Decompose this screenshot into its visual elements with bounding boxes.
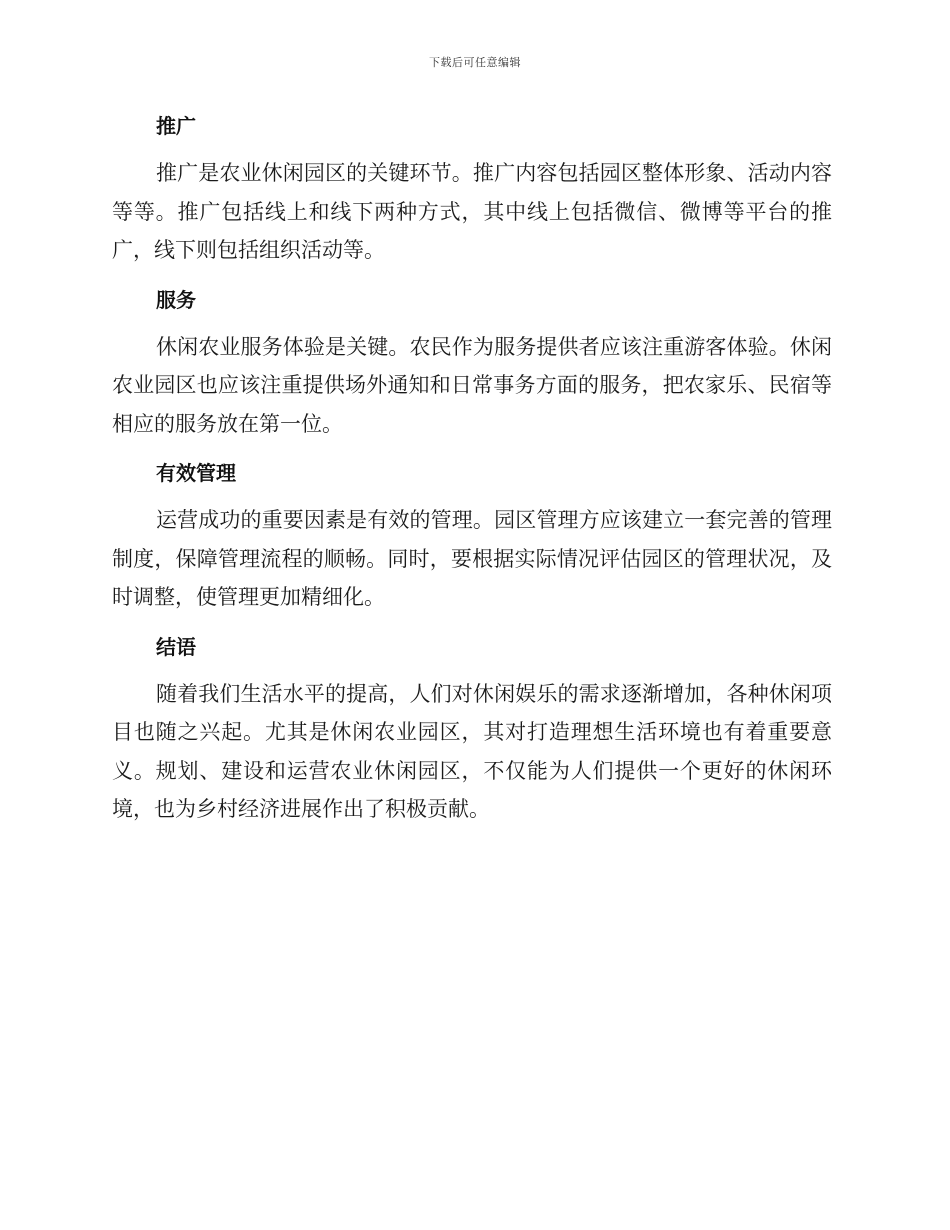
section-heading: 有效管理 [156, 461, 236, 485]
page-header: 下载后可任意编辑 [429, 56, 521, 69]
section-heading: 服务 [156, 287, 196, 312]
section-heading: 推广 [156, 114, 196, 138]
section-management [112, 453, 832, 617]
section-promotion [112, 106, 832, 270]
section-paragraph: 休闲农业服务体验是关键。农民作为服务提供者应该注重游客体验。休闲农业园区也应该注重提供场外通知和日常事务方面的服务，把农家乐、民宿等相应的服务放在第一位。 [112, 334, 832, 436]
section-paragraph: 运营成功的重要因素是有效的管理。园区管理方应该建立一套完善的管理制度，保障管理流程的顺畅。同时，要根据实际情况评估园区的管理状况，及时调整，使管理更加精细化。 [112, 508, 832, 609]
section-conclusion [112, 627, 832, 829]
section-paragraph: 推广是农业休闲园区的关键环节。推广内容包括园区整体形象、活动内容等等。推广包括线上和线下两种方式，其中线上包括微信、微博等平台的推广，线下则包括组织活动等。 [112, 161, 832, 262]
section-service [112, 280, 832, 444]
section-heading: 结语 [156, 634, 196, 659]
document-body [112, 106, 832, 839]
section-paragraph: 随着我们生活水平的提高，人们对休闲娱乐的需求逐渐增加，各种休闲项目也随之兴起。尤其是休闲农业园区，其对打造理想生活环境也有着重要意义。规划、建设和运营农业休闲园区，不仅能为人们提供一个更好的休闲环境，也为乡村经济进展作出了积极贡献。 [112, 681, 832, 821]
